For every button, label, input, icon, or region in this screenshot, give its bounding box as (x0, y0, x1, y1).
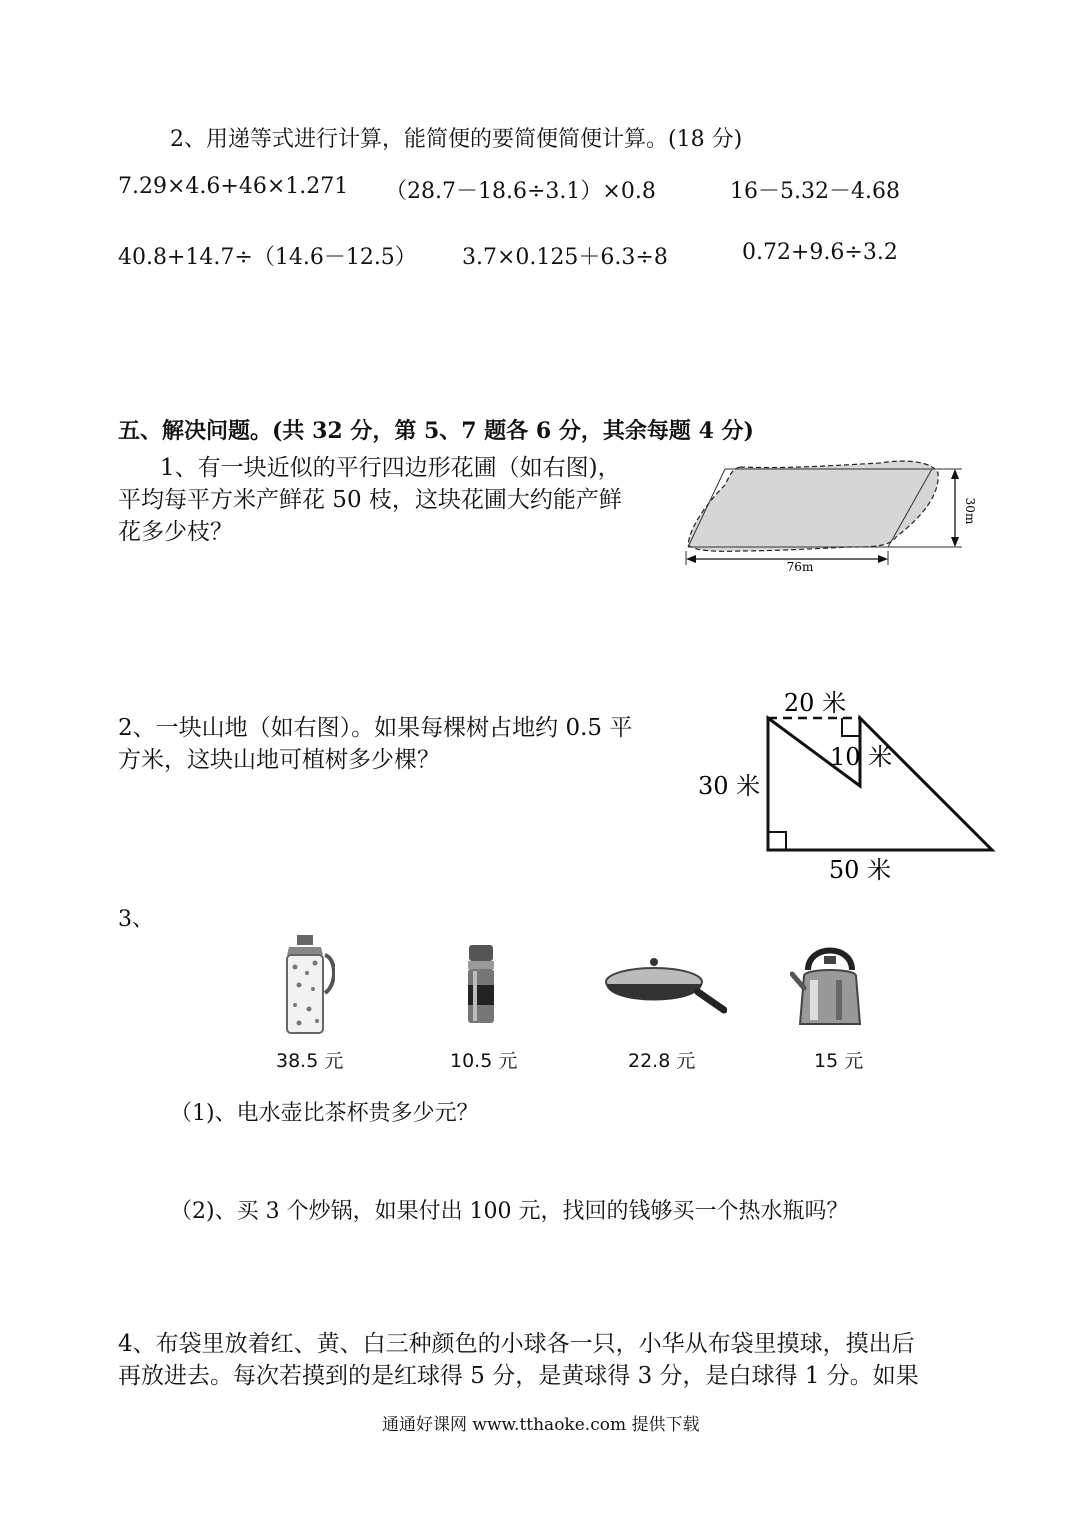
mountain-land-figure (690, 680, 1005, 890)
kettle-icon (790, 940, 870, 1028)
expression-5: 3.7×0.125＋6.3÷8 (462, 245, 668, 270)
kettle-price: 15 元 (814, 1050, 864, 1072)
height-label: 30m (963, 497, 977, 525)
page-footer: 通通好课网 www.tthaoke.com 提供下载 (382, 1415, 700, 1435)
q2-line-2: 方米，这块山地可植树多少棵？ (118, 747, 440, 773)
tea-cup-icon (465, 943, 497, 1025)
q3-sub-question-2: （2)、买 3 个炒锅，如果付出 100 元，找回的钱够买一个热水瓶吗？ (170, 1199, 849, 1224)
base-label: 76m (786, 560, 814, 574)
top-dimension-label: 20 米 (783, 689, 847, 717)
q1-line-2: 平均每平方米产鲜花 50 枝，这块花圃大约能产鲜 (118, 487, 622, 513)
q4-line-2: 再放进去。每次若摸到的是红球得 5 分，是黄球得 3 分，是白球得 1 分。如果 (118, 1363, 919, 1389)
section-2-heading: 2、用递等式进行计算，能简便的要简便简便计算。(18 分) (170, 127, 743, 152)
left-dimension-label: 30 米 (698, 772, 761, 800)
expression-6: 0.72+9.6÷3.2 (742, 240, 898, 265)
q3-label: 3、 (118, 907, 154, 932)
notch-dimension-label: 10 米 (830, 743, 893, 771)
expression-4: 40.8+14.7÷（14.6－12.5） (118, 245, 417, 270)
bottom-dimension-label: 50 米 (828, 856, 892, 884)
q1-line-1: 1、有一块近似的平行四边形花圃（如右图)， (160, 455, 621, 481)
q3-sub-question-1: （1)、电水壶比茶杯贵多少元？ (170, 1101, 479, 1126)
frying-pan-icon (602, 948, 727, 1020)
q1-line-3: 花多少枝？ (118, 519, 233, 545)
frying-pan-price: 22.8 元 (628, 1050, 696, 1072)
q2-line-1: 2、一块山地（如右图）。如果每棵树占地约 0.5 平 (118, 715, 633, 741)
section-5-heading: 五、解决问题。(共 32 分，第 5、7 题各 6 分，其余每题 4 分) (118, 418, 754, 444)
tea-cup-price: 10.5 元 (450, 1050, 518, 1072)
expression-2: （28.7－18.6÷3.1）×0.8 (385, 179, 656, 204)
expression-3: 16－5.32－4.68 (730, 179, 900, 204)
parallelogram-garden-figure (670, 455, 980, 575)
thermos-flask-icon (275, 933, 335, 1038)
expression-1: 7.29×4.6+46×1.271 (118, 174, 349, 199)
q4-line-1: 4、布袋里放着红、黄、白三种颜色的小球各一只，小华从布袋里摸球，摸出后 (118, 1331, 915, 1357)
thermos-price: 38.5 元 (276, 1050, 344, 1072)
